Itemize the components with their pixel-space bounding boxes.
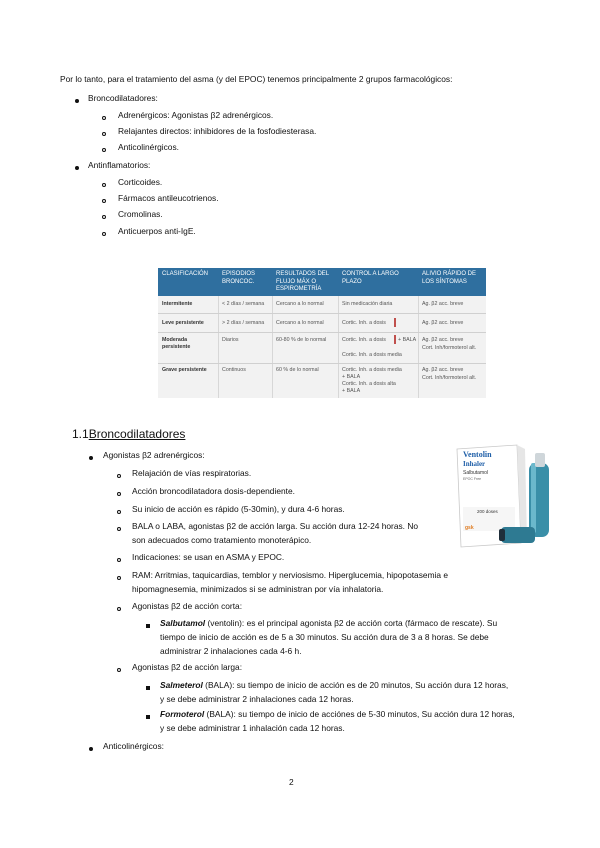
table-cell: Ag. β2 acc. breve xyxy=(422,337,464,343)
list-item: Relajantes directos: inhibidores de la fosfodiesterasa. xyxy=(118,126,317,136)
group-label: Antinflamatorios: xyxy=(88,160,151,170)
table-cell: Continuos xyxy=(222,367,246,373)
table-cell: + BALA xyxy=(342,374,361,380)
inhaler-doses: 200 doses xyxy=(477,509,498,514)
table-cell: Moderada persistente xyxy=(162,337,191,350)
list-item-continuation: hipomagnesemia, minimizados si se administran por vía inhalatoria. xyxy=(132,584,384,594)
bullet xyxy=(89,456,93,460)
bullet xyxy=(117,607,121,611)
list-item: Agonistas β2 de acción corta: xyxy=(132,601,243,611)
inhaler-pack: EPOC Free xyxy=(463,477,482,481)
subsection-label: Anticolinérgicos: xyxy=(103,741,164,751)
drug-text: y se debe administrar 2 inhalaciones cada 12 horas. xyxy=(160,694,354,704)
bullet xyxy=(117,527,121,531)
dose-marker xyxy=(394,335,396,344)
drug-name: Formoterol xyxy=(160,709,205,719)
table-cell: Grave persistente xyxy=(162,367,207,373)
table-cell: Sin medicación diaria xyxy=(342,301,393,307)
bullet xyxy=(117,576,121,580)
table-cell: Diarios xyxy=(222,337,239,343)
bullet xyxy=(102,199,106,203)
list-item: Acción broncodilatadora dosis-dependiente. xyxy=(132,486,295,496)
bullet xyxy=(117,510,121,514)
list-item: Corticoides. xyxy=(118,177,163,187)
table-header-cell: CONTROL A LARGO PLAZO xyxy=(342,271,399,285)
list-item: Fármacos antileucotrienos. xyxy=(118,193,219,203)
table-cell: Leve persistente xyxy=(162,320,204,326)
table-header-cell: CLASIFICACIÓN xyxy=(162,271,209,277)
table-cell: Cortic. Inh. a dosis media xyxy=(342,352,402,358)
inhaler-maker: gsk xyxy=(465,525,474,531)
table-header xyxy=(158,268,486,296)
section-number: 1.1 xyxy=(72,427,89,441)
inhaler-subtitle: Inhaler xyxy=(463,460,486,468)
table-cell: Intermitente xyxy=(162,301,193,307)
table-header-cell: ALIVIO RÁPIDO DE LOS SÍNTOMAS xyxy=(422,271,477,285)
table-cell: Cortic. Inh. a dosis alta xyxy=(342,381,396,387)
list-item: Su inicio de acción es rápido (5-30min), y dura 4-6 horas. xyxy=(132,504,345,514)
bullet xyxy=(102,132,106,136)
subsection-label: Agonistas β2 adrenérgicos: xyxy=(103,450,205,460)
bullet xyxy=(117,558,121,562)
list-item: Anticuerpos anti-IgE. xyxy=(118,226,196,236)
bullet xyxy=(102,215,106,219)
inhaler-brand: Ventolin xyxy=(463,450,492,459)
list-item: Cromolinas. xyxy=(118,209,163,219)
table-cell: Cort. Inh/formoterol alt. xyxy=(422,375,477,381)
drug-name: Salbutamol xyxy=(160,618,206,628)
drug-entry xyxy=(160,680,508,691)
bullet xyxy=(75,99,79,103)
bullet xyxy=(117,474,121,478)
inhaler-drug: Salbutamol xyxy=(463,470,489,476)
table-cell: Ag. β2 acc. breve xyxy=(422,367,464,373)
section-title: Broncodilatadores xyxy=(88,427,186,441)
drug-entry xyxy=(160,709,515,720)
intro-text: Por lo tanto, para el tratamiento del asma (y del EPOC) tenemos principalmente 2 grupos farmacológicos: xyxy=(60,74,453,84)
list-item: Agonistas β2 de acción larga: xyxy=(132,662,243,672)
bullet xyxy=(117,668,121,672)
bullet xyxy=(75,166,79,170)
bullet xyxy=(102,232,106,236)
table-cell: > 2 días / semana xyxy=(222,320,265,326)
drug-text: y se debe administrar 1 inhalación cada 12 horas. xyxy=(160,723,345,733)
table-header-cell: RESULTADOS DEL FLUJO MÁX O ESPIROMETRÍA xyxy=(276,271,329,292)
drug-text: administrar 2 inhalaciones cada 4-6 h. xyxy=(160,646,302,656)
table-cell: Cortic. Inh. a dosis xyxy=(342,337,386,343)
group-label: Broncodilatadores: xyxy=(88,93,158,103)
bullet xyxy=(89,747,93,751)
table-cell: Cercano a lo normal xyxy=(276,320,324,326)
list-item: RAM: Arritmias, taquicardias, temblor y nerviosismo. Hiperglucemia, hipopotasemia e xyxy=(132,570,449,580)
list-item-continuation: son adecuados como tratamiento monoterápico. xyxy=(132,535,312,545)
table-cell: 60 % de lo normal xyxy=(276,367,319,373)
table-cell: Cortic. Inh. a dosis media xyxy=(342,367,402,373)
list-item: BALA o LABA, agonistas β2 de acción larga. Su acción dura 12-24 horas. No xyxy=(132,521,419,531)
drug-text: (ventolin): es el principal agonista β2 de acción corta (fármaco de rescate). Su xyxy=(205,618,498,628)
list-item: Relajación de vías respiratorias. xyxy=(132,468,252,478)
table-cell: 60-80 % de lo normal xyxy=(276,337,327,343)
page-number: 2 xyxy=(289,777,294,787)
bullet xyxy=(146,686,150,690)
table-cell: Ag. β2 acc. breve xyxy=(422,320,464,326)
table-header-cell: EPISODIOS BRONCOC. xyxy=(222,271,256,285)
asthma-classification-table xyxy=(158,268,486,398)
drug-name: Salmeterol xyxy=(160,680,203,690)
list-item: Anticolinérgicos. xyxy=(118,142,179,152)
list-item: Adrenérgicos: Agonistas β2 adrenérgicos. xyxy=(118,110,274,120)
drug-text: tiempo de inicio de acción es de 5 a 30 minutos. Su acción dura de 3 a 8 horas. Se debe xyxy=(160,632,489,642)
bullet xyxy=(102,116,106,120)
list-item: Indicaciones: se usan en ASMA y EPOC. xyxy=(132,552,285,562)
table-cell: Cortic. Inh. a dosis xyxy=(342,320,386,326)
section-heading xyxy=(72,427,185,441)
bullet xyxy=(146,715,150,719)
bullet xyxy=(102,148,106,152)
table-cell: Ag. β2 acc. breve xyxy=(422,301,464,307)
drug-text: (BALA): su tiempo de inicio de acciónes de 5-30 minutos, Su acción dura 12 horas, xyxy=(204,709,515,719)
table-cell: Cercano a lo normal xyxy=(276,301,324,307)
dose-marker xyxy=(394,318,396,327)
table-cell: < 2 días / semana xyxy=(222,301,265,307)
table-cell: + BALA xyxy=(342,388,361,394)
bullet xyxy=(117,492,121,496)
bullet xyxy=(102,183,106,187)
table-cell: + BALA xyxy=(398,337,417,343)
table-cell: Cort. Inh/formoterol alt. xyxy=(422,345,477,351)
drug-entry xyxy=(160,618,497,629)
bullet xyxy=(146,624,150,628)
ventolin-inhaler-image xyxy=(455,443,555,553)
drug-text: (BALA): su tiempo de inicio de acción es de 20 minutos, Su acción dura 12 horas, xyxy=(202,680,509,690)
